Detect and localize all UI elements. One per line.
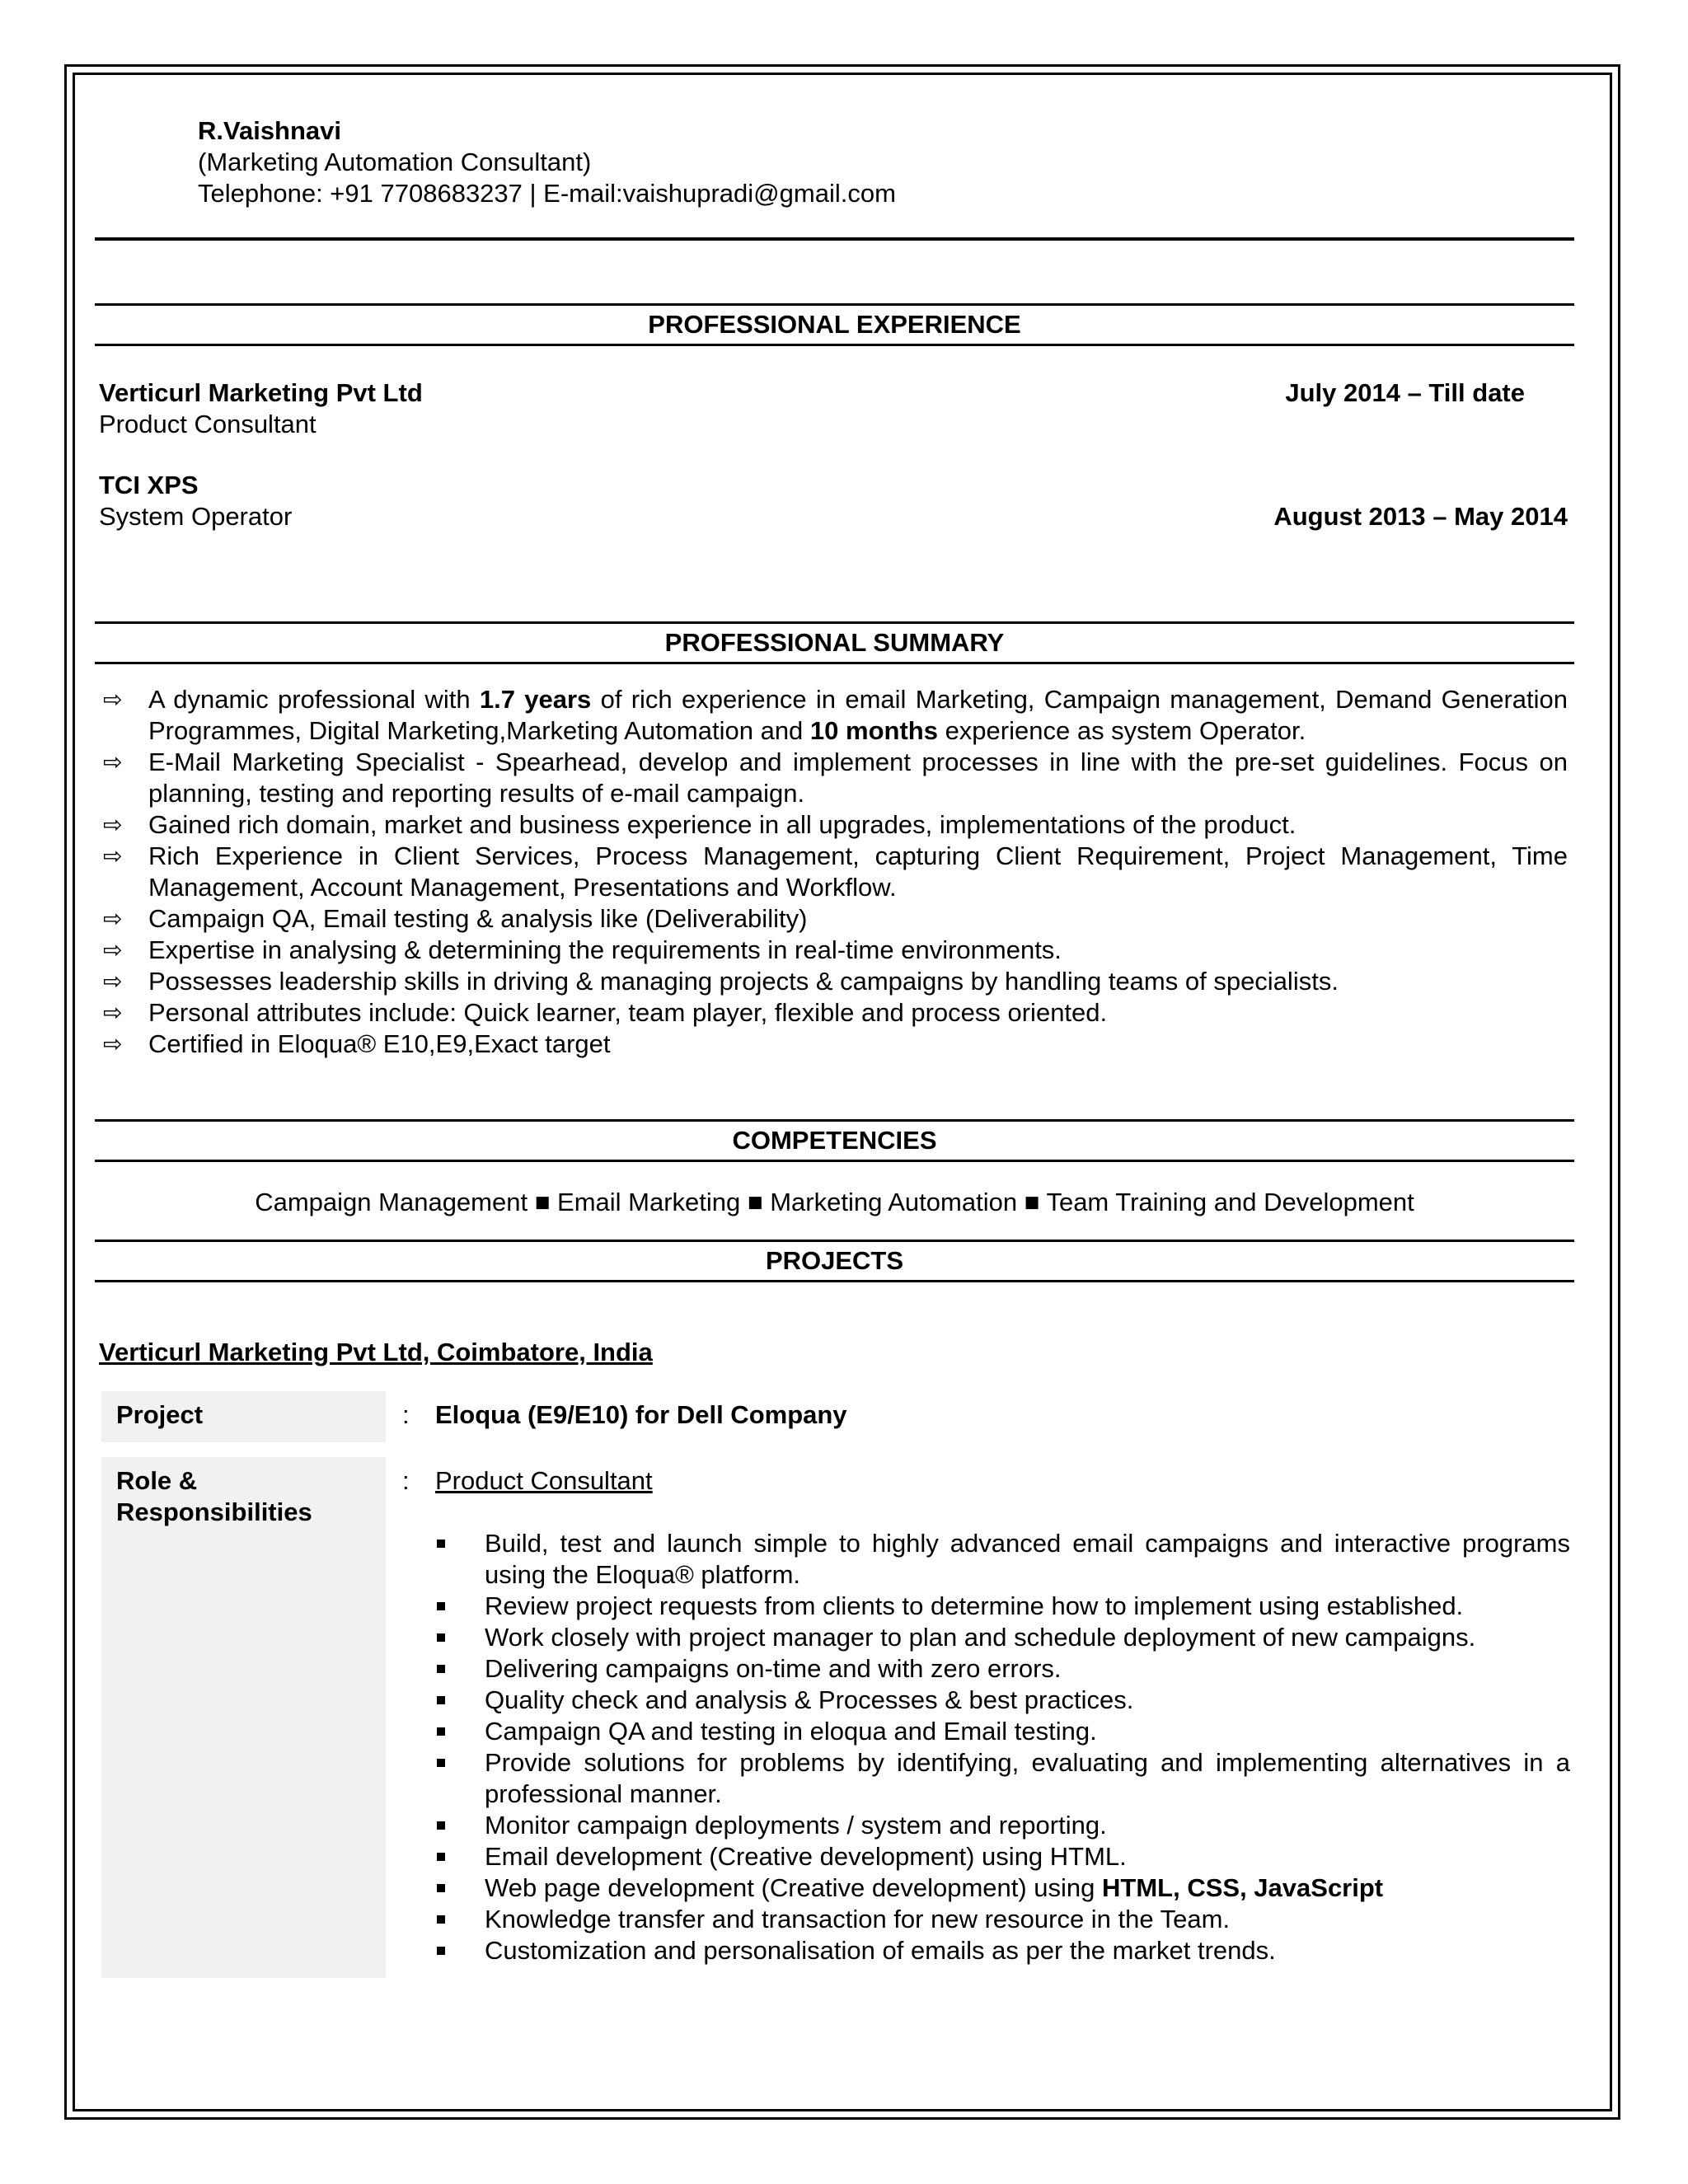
responsibility-item: Knowledge transfer and transaction for new resource in the Team.	[435, 1904, 1574, 1935]
arrow-bullet-icon: ⇨	[103, 905, 123, 932]
role-value: Product Consultant	[435, 1466, 653, 1495]
arrow-bullet-icon: ⇨	[103, 968, 123, 995]
competencies-line: Campaign Management ■ Email Marketing ■ Marketing Automation ■ Team Training and Development	[255, 1188, 1414, 1216]
square-bullet-icon	[437, 1665, 445, 1673]
responsibilities-list	[435, 1528, 1574, 1966]
job-entry	[95, 470, 1574, 501]
responsibility-item: Work closely with project manager to plan and schedule deployment of new campaigns.	[435, 1622, 1574, 1653]
responsibility-item: Campaign QA and testing in eloqua and Email testing.	[435, 1716, 1574, 1747]
resume-content	[95, 115, 1574, 1978]
experience-list	[95, 377, 1574, 532]
responsibility-item: Provide solutions for problems by identifying, evaluating and implementing alternatives in a professional manner.	[435, 1747, 1574, 1810]
summary-item: ⇨ Personal attributes include: Quick learner, team player, flexible and process oriented.	[103, 998, 1108, 1027]
job-role: Product Consultant	[99, 410, 316, 438]
summary-item: ⇨ Rich Experience in Client Services, Process Management, capturing Client Requirement, Project Management, Time Management, Account Management, Presentations and Workflow.	[103, 841, 1568, 902]
arrow-bullet-icon: ⇨	[103, 999, 123, 1026]
job-dates: August 2013 – May 2014	[1273, 502, 1568, 531]
job-role: System Operator	[99, 502, 293, 531]
responsibility-item: Monitor campaign deployments / system and reporting.	[435, 1810, 1574, 1841]
square-bullet-icon	[437, 1727, 445, 1736]
responsibility-item: Customization and personalisation of emails as per the market trends.	[435, 1935, 1574, 1966]
arrow-bullet-icon: ⇨	[103, 936, 123, 963]
role-label: Role & Responsibilities	[101, 1457, 386, 1978]
colon-separator: :	[402, 1400, 410, 1429]
square-bullet-icon	[437, 1759, 445, 1767]
square-bullet-icon	[437, 1633, 445, 1642]
square-bullet-icon	[437, 1853, 445, 1861]
competencies-section-title: COMPETENCIES	[95, 1119, 1574, 1162]
summary-item: ⇨ Gained rich domain, market and business experience in all upgrades, implementations of the product.	[103, 810, 1296, 839]
summary-item: ⇨ E-Mail Marketing Specialist - Spearhead, develop and implement processes in line with the pre-set guidelines. Focus on planning, testing and reporting results of e-mail campaign.	[103, 748, 1568, 808]
responsibility-item: Review project requests from clients to determine how to implement using established.	[435, 1591, 1574, 1622]
square-bullet-icon	[437, 1602, 445, 1610]
square-bullet-icon	[437, 1915, 445, 1924]
arrow-bullet-icon: ⇨	[103, 686, 123, 713]
square-bullet-icon	[437, 1540, 445, 1548]
arrow-bullet-icon: ⇨	[103, 811, 123, 838]
header-divider	[95, 237, 1574, 241]
job-dates: July 2014 – Till date	[1285, 378, 1525, 407]
summary-item: ⇨ Campaign QA, Email testing & analysis like (Deliverability)	[103, 904, 808, 933]
summary-item: ⇨ Certified in Eloqua® E10,E9,Exact target	[103, 1029, 611, 1058]
summary-item: ⇨ Possesses leadership skills in driving & managing projects & campaigns by handling teams of specialists.	[103, 967, 1339, 996]
role-details	[427, 1457, 1574, 1978]
resume-header	[95, 115, 1574, 209]
responsibility-item: Quality check and analysis & Processes & best practices.	[435, 1685, 1574, 1716]
responsibility-item: Web page development (Creative development) using HTML, CSS, JavaScript	[435, 1872, 1574, 1904]
project-table	[101, 1391, 1574, 1978]
responsibility-item: Delivering campaigns on-time and with zero errors.	[435, 1653, 1574, 1685]
project-company: Verticurl Marketing Pvt Ltd, Coimbatore, India	[99, 1338, 653, 1366]
square-bullet-icon	[437, 1696, 445, 1704]
responsibility-item: Email development (Creative development) using HTML.	[435, 1841, 1574, 1872]
candidate-name: R.Vaishnavi	[198, 116, 342, 145]
summary-list	[95, 684, 1574, 1060]
arrow-bullet-icon: ⇨	[103, 842, 123, 869]
candidate-title: (Marketing Automation Consultant)	[198, 148, 592, 176]
square-bullet-icon	[437, 1821, 445, 1830]
square-bullet-icon	[437, 1884, 445, 1892]
job-role-row	[95, 501, 1574, 532]
project-label: Project	[101, 1391, 386, 1442]
job-entry	[95, 377, 1574, 409]
colon-separator: :	[402, 1466, 410, 1495]
summary-item: ⇨ A dynamic professional with 1.7 years of rich experience in email Marketing, Campaign management, Demand Generation Programmes, Digital Marketing,Marketing Automation and 10 months experience as system Operator.	[103, 685, 1568, 745]
arrow-bullet-icon: ⇨	[103, 748, 123, 776]
arrow-bullet-icon: ⇨	[103, 1030, 123, 1057]
job-company: TCI XPS	[99, 471, 199, 499]
projects-section-title: PROJECTS	[95, 1240, 1574, 1282]
square-bullet-icon	[437, 1947, 445, 1955]
project-value: Eloqua (E9/E10) for Dell Company	[435, 1400, 847, 1429]
responsibility-item: Build, test and launch simple to highly advanced email campaigns and interactive programs using the Eloqua® platform.	[435, 1528, 1574, 1591]
summary-section-title: PROFESSIONAL SUMMARY	[95, 621, 1574, 664]
experience-section-title: PROFESSIONAL EXPERIENCE	[95, 303, 1574, 346]
job-company: Verticurl Marketing Pvt Ltd	[99, 378, 423, 407]
summary-item: ⇨ Expertise in analysing & determining the requirements in real-time environments.	[103, 935, 1062, 964]
contact-line: Telephone: +91 7708683237 | E-mail:vaishupradi@gmail.com	[198, 179, 896, 208]
